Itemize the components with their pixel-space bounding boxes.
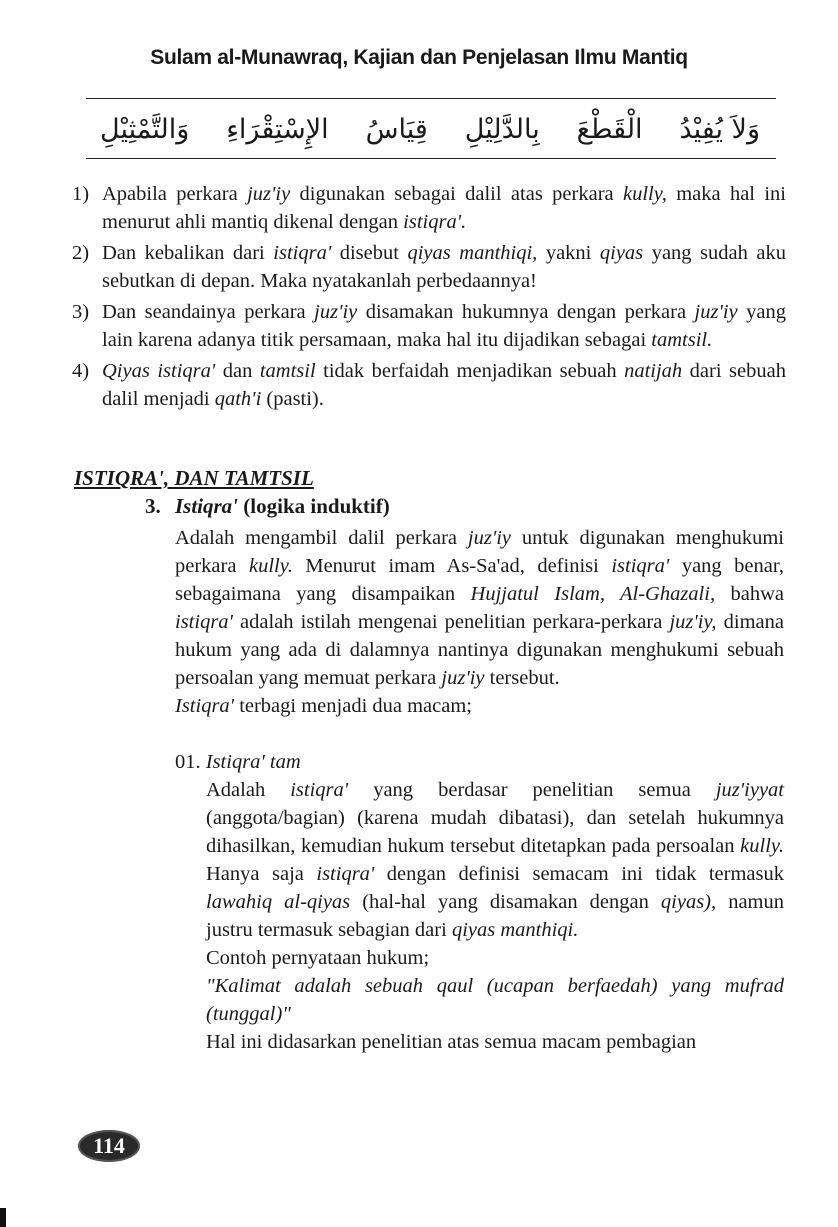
header-rule-top xyxy=(86,98,776,99)
page-number-badge: 114 xyxy=(78,1130,140,1162)
last-line: Hal ini didasarkan penelitian atas semua macam pembagian xyxy=(206,1031,697,1053)
translation-list xyxy=(72,180,786,416)
arabic-verse xyxy=(100,106,760,152)
division-line: Istiqra' terbagi menjadi dua macam; xyxy=(175,695,472,717)
arabic-word: بِالدَّلِيْلِ xyxy=(464,113,540,145)
running-header: Sulam al-Munawraq, Kajian dan Penjelasan Ilmu Mantiq xyxy=(150,46,688,69)
arabic-word: الْقَطْعَ xyxy=(576,113,643,145)
list-item: 1) Apabila perkara juz'iy digunakan sebagai dalil atas perkara kully, maka hal ini menurut ahli mantiq dikenal dengan istiqra'. xyxy=(72,180,786,236)
section-title: ISTIQRA', DAN TAMTSIL xyxy=(74,466,314,490)
list-item: 3) Dan seandainya perkara juz'iy disamakan hukumnya dengan perkara juz'iy yang lain karena adanya titik persamaan, maka hal itu dijadikan sebagai tamtsil. xyxy=(72,298,786,354)
main-paragraph: Adalah mengambil dalil perkara juz'iy untuk digunakan menghukumi perkara kully. Menurut imam As-Sa'ad, definisi istiqra' yang benar, sebagaimana yang disampaikan Hujjatul Islam, Al-Ghazali, bahwa istiqra' adalah istilah mengenai penelitian perkara-perkara juz'iy, dimana hukum yang ada di dalamnya nantinya digunakan menghukumi sebuah persoalan yang memuat perkara juz'iy tersebut. Istiqra' terbagi menjadi dua macam; xyxy=(175,524,784,720)
list-number: 1) xyxy=(72,183,90,205)
arabic-word: وَالتَّمْثِيْلِ xyxy=(100,113,190,145)
header-rule-bottom xyxy=(86,158,776,159)
list-item: 2) Dan kebalikan dari istiqra' disebut qiyas manthiqi, yakni qiyas yang sudah aku sebutkan di depan. Maka nyatakanlah perbedaannya! xyxy=(72,239,786,295)
list-item: 4) Qiyas istiqra' dan tamtsil tidak berfaidah menjadikan sebuah natijah dari sebuah dalil menjadi qath'i (pasti). xyxy=(72,357,786,413)
arabic-word: قِيَاسُ xyxy=(365,113,428,145)
arabic-word: الإِسْتِقْرَاءِ xyxy=(226,113,329,145)
list-number: 3) xyxy=(72,301,90,323)
list-number: 2) xyxy=(72,242,90,264)
subsection-heading: 3. Istiqra' (logika induktif) xyxy=(145,494,390,518)
inner-paragraph: Adalah istiqra' yang berdasar penelitian semua juz'iyyat (anggota/bagian) (karena mudah dibatasi), dan setelah hukumnya dihasilkan, kemudian hukum tersebut ditetapkan pada persoalan kully. Hanya saja istiqra' dengan definisi semacam ini tidak termasuk lawahiq al-qiyas (hal-hal yang disamakan dengan qiyas), namun justru termasuk sebagian dari qiyas manthiqi. Contoh pernyataan hukum; "Kalimat adalah sebuah qaul (ucapan berfaedah) yang mufrad (tunggal)" Hal ini didasarkan penelitian atas semua macam pembagian xyxy=(206,776,784,1056)
arabic-word: وَلاَ يُفِيْدُ xyxy=(679,113,760,145)
sub-item-heading: 01. Istiqra' tam xyxy=(175,751,301,773)
scan-edge-mark xyxy=(0,1208,6,1227)
example-label: Contoh pernyataan hukum; xyxy=(206,947,430,969)
list-number: 4) xyxy=(72,360,90,382)
example-quote: "Kalimat adalah sebuah qaul (ucapan berfaedah) yang mufrad (tunggal)" xyxy=(206,975,784,1025)
